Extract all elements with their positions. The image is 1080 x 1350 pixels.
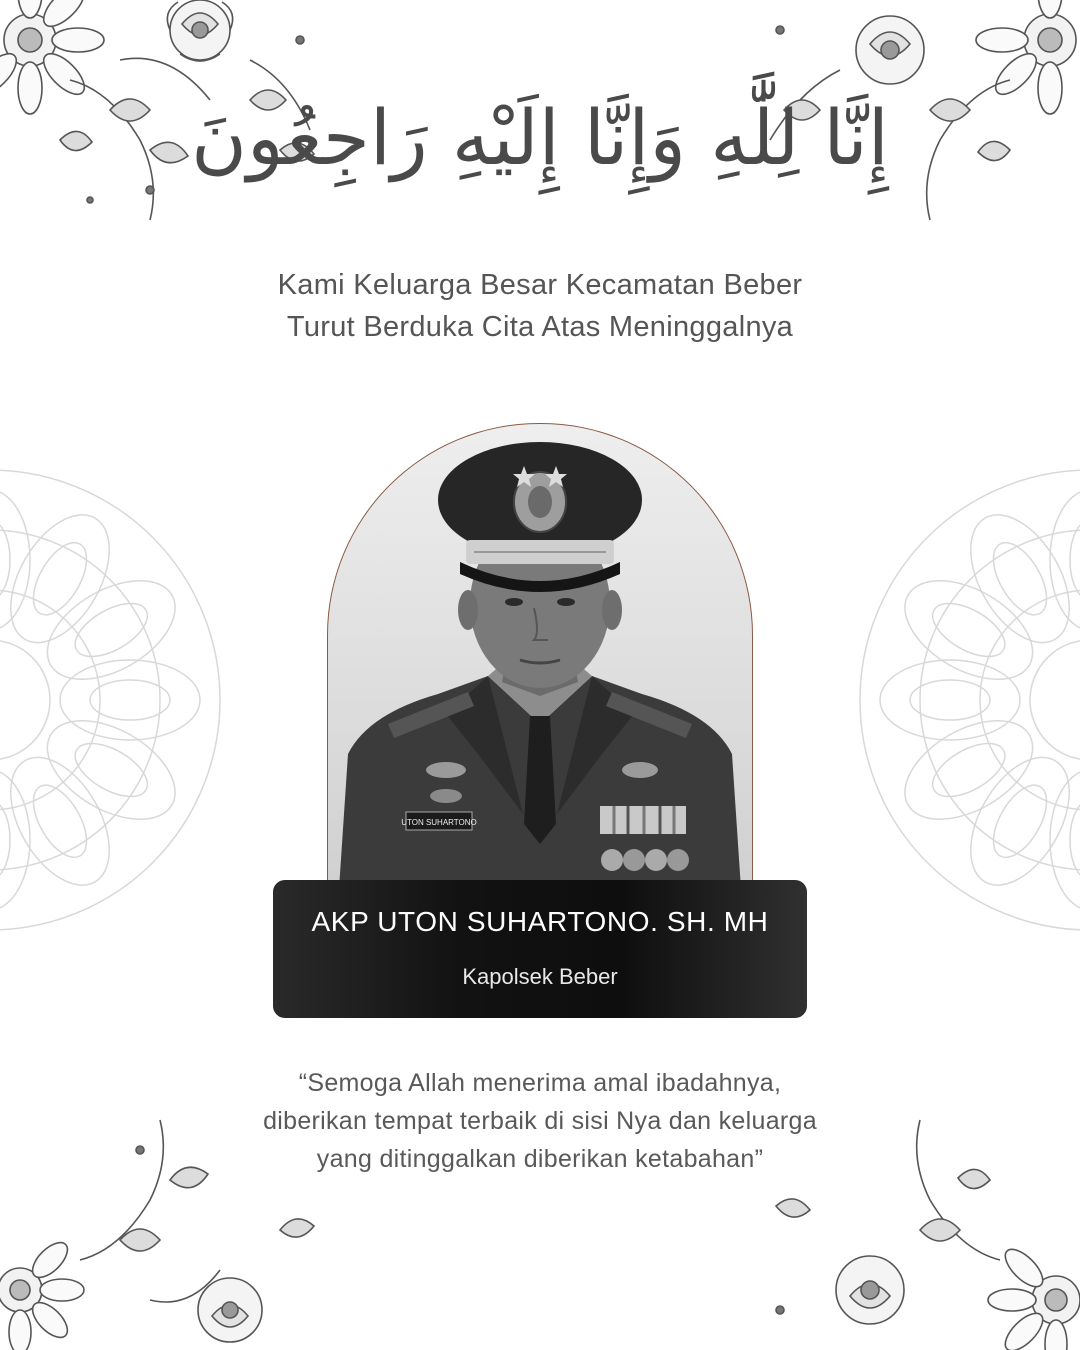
name-plate xyxy=(273,880,807,1018)
prayer-line-3: yang ditinggalkan diberikan ketabahan” xyxy=(316,1145,764,1173)
deceased-title: Kapolsek Beber xyxy=(462,964,618,989)
prayer-line-1: “Semoga Allah menerima amal ibadahnya, xyxy=(298,1069,782,1097)
name-tag-text: UTON SUHARTONO xyxy=(401,818,477,827)
arabic-calligraphy: إِنَّا لِلَّٰهِ وَإِنَّا إِلَيْهِ رَاجِعُونَ xyxy=(191,93,889,182)
deceased-name: AKP UTON SUHARTONO. SH. MH xyxy=(311,906,769,937)
mandala-right-icon xyxy=(850,420,1080,980)
mandala-left-icon xyxy=(0,420,230,980)
intro-line-1: Kami Keluarga Besar Kecamatan Beber xyxy=(277,269,803,301)
intro-text xyxy=(0,264,1080,348)
prayer-quote xyxy=(0,1064,1080,1178)
prayer-line-2: diberikan tempat terbaik di sisi Nya dan keluarga xyxy=(263,1107,817,1135)
officer-portrait xyxy=(328,424,752,904)
portrait-arch xyxy=(327,423,753,904)
intro-line-2: Turut Berduka Cita Atas Meninggalnya xyxy=(286,311,794,343)
